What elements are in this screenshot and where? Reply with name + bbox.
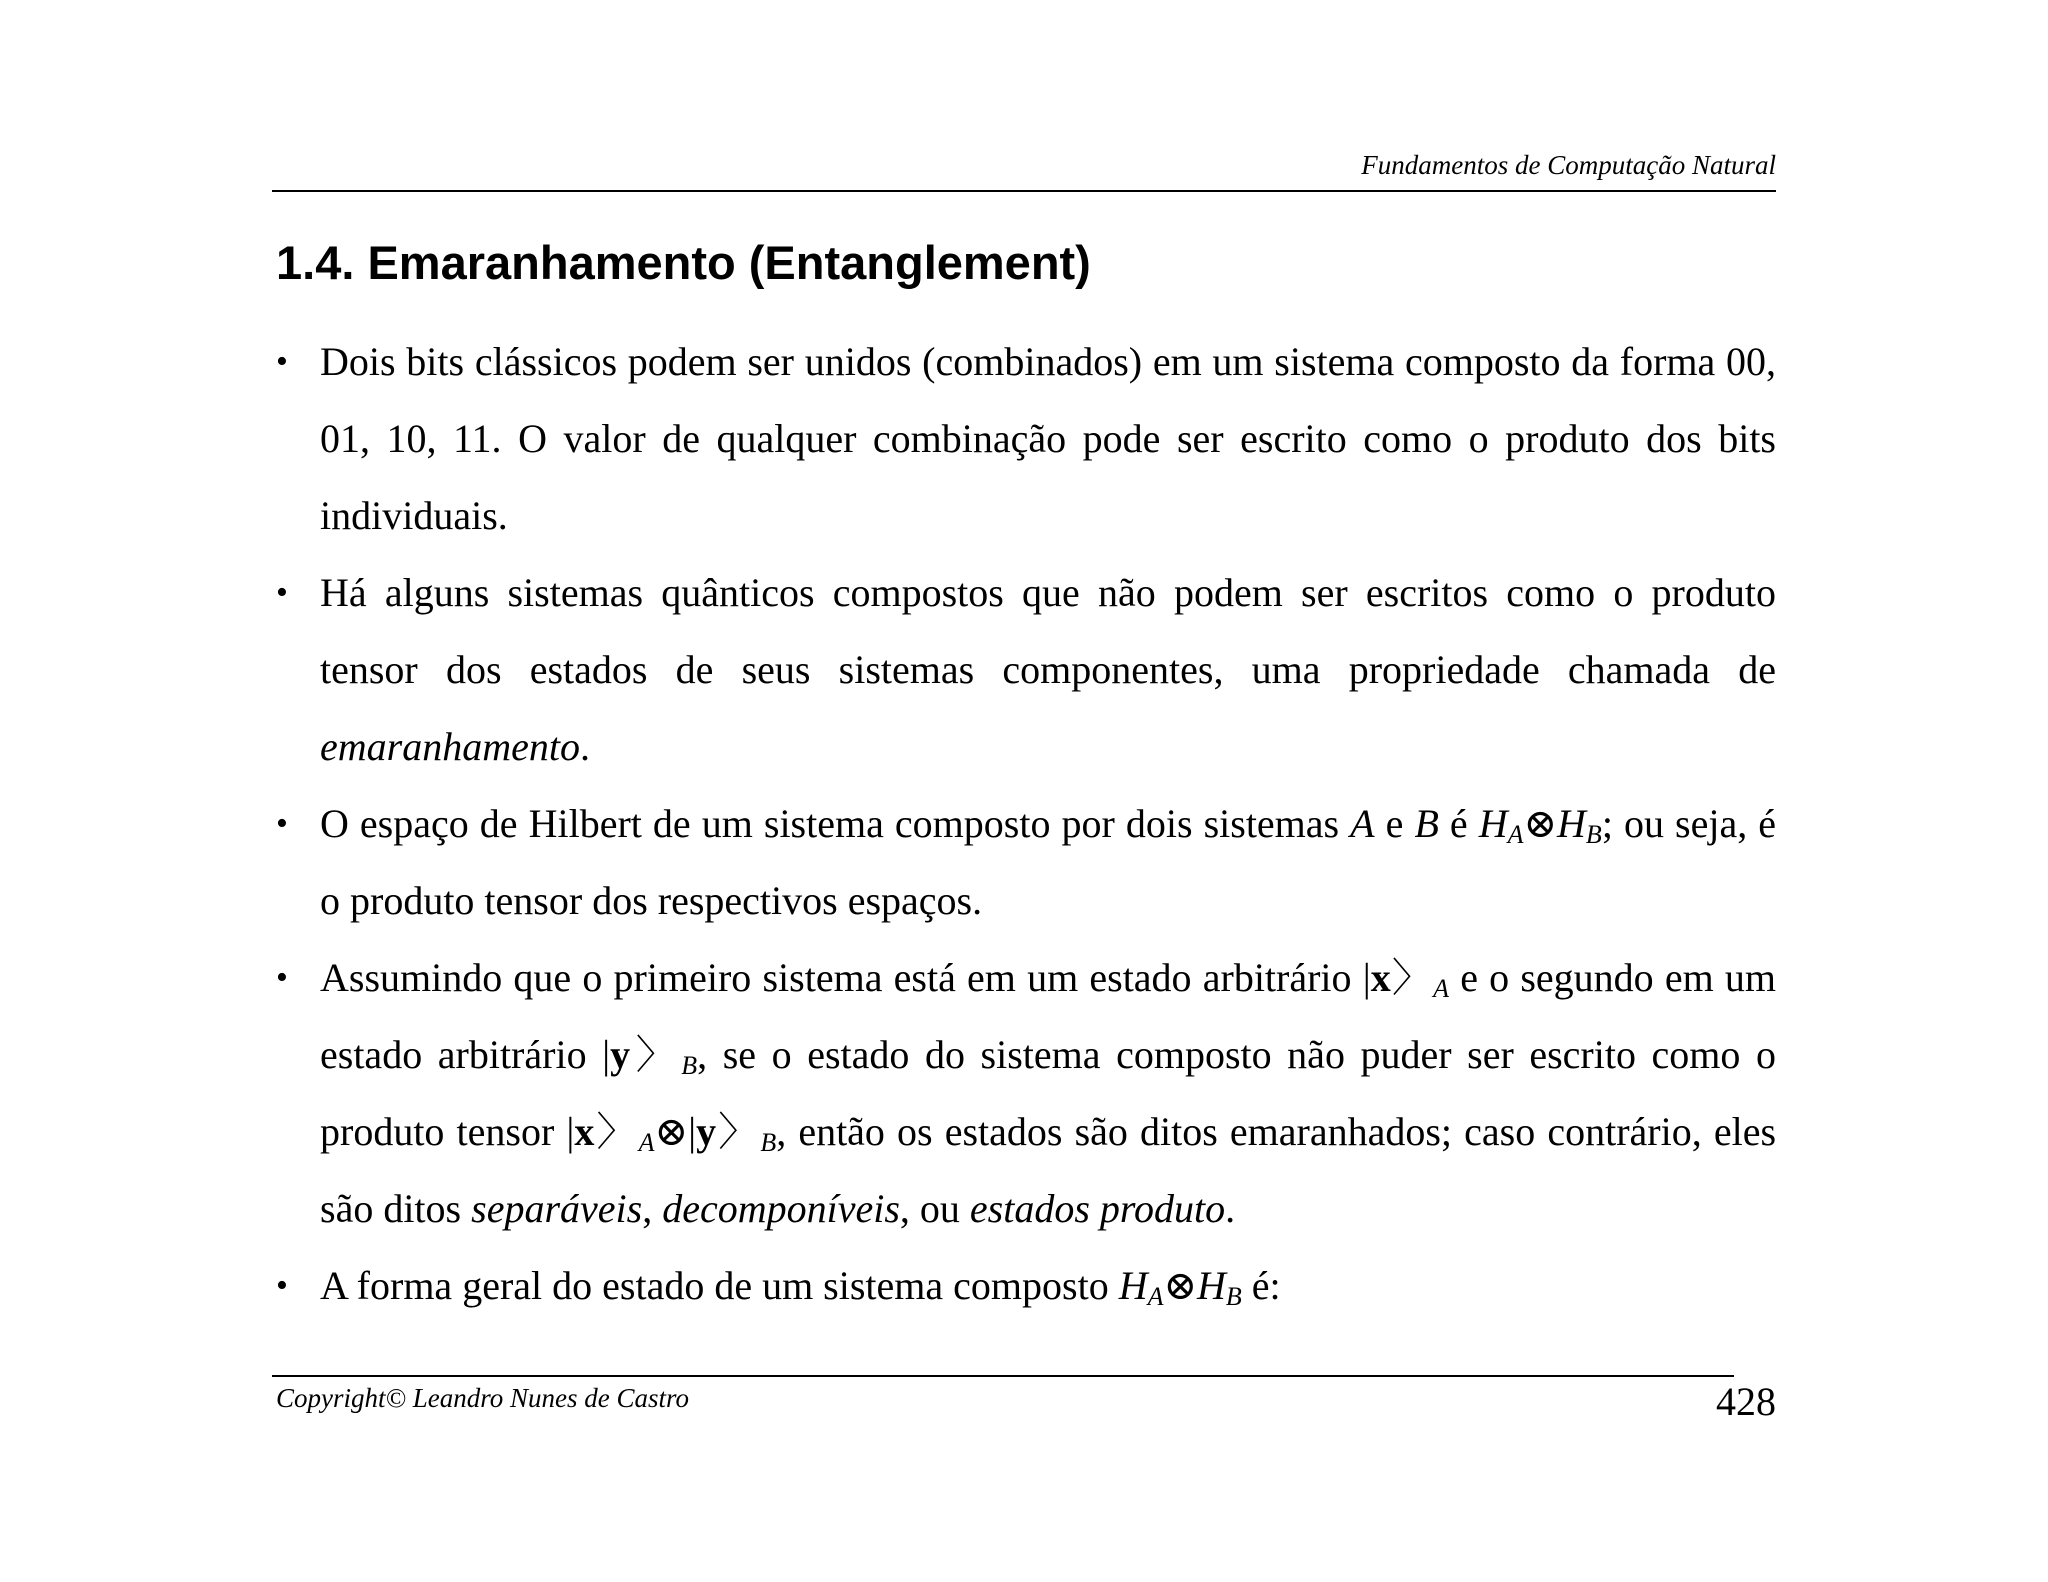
bullet-item	[276, 554, 1776, 785]
math-subscript: B	[1225, 1282, 1242, 1311]
running-header: Fundamentos de Computação Natural	[1361, 150, 1776, 180]
tensor-symbol: ⊗	[1523, 801, 1558, 846]
bullet-text: .	[579, 724, 590, 769]
bullet-text: ,	[642, 1186, 663, 1231]
bullet-item	[276, 939, 1776, 1247]
bullet-item	[276, 323, 1776, 554]
bullet-dot-icon: •	[276, 959, 288, 996]
bullet-text: .	[1225, 1186, 1236, 1231]
tensor-symbol: ⊗	[654, 1109, 689, 1154]
bullet-item	[276, 1247, 1776, 1324]
bullet-text: O espaço de Hilbert de um sistema composto por dois sistemas	[320, 801, 1351, 846]
math-var: A	[1350, 801, 1375, 846]
ket-x: x	[574, 1109, 595, 1154]
rangle-symbol: 〉	[716, 1109, 761, 1154]
math-subscript: A	[1147, 1282, 1164, 1311]
bullet-text: é	[1438, 801, 1479, 846]
rangle-symbol: 〉	[1390, 955, 1434, 1000]
bullet-text: |	[688, 1109, 697, 1154]
tensor-symbol: ⊗	[1163, 1263, 1198, 1308]
section-title: 1.4. Emaranhamento (Entanglement)	[276, 236, 1091, 289]
bullet-dot-icon: •	[276, 805, 288, 842]
bullet-list	[276, 323, 1776, 1324]
bullet-text: Dois bits clássicos podem ser unidos (combinados) em um sistema composto da forma 00, 01, 10, 11. O valor de qualquer combinação pode ser escrito como o produto dos bits individuais.	[320, 339, 1776, 538]
ket-x: x	[1370, 955, 1391, 1000]
bullet-text: , se o estado do sistema composto não puder ser escrito como o produto tensor |	[320, 1032, 1776, 1154]
bullet-text: Há alguns sistemas quânticos compostos que não podem ser escritos como o produto tensor dos estados de seus sistemas componentes, uma propriedade chamada de	[320, 570, 1776, 692]
math-var: B	[1414, 801, 1439, 846]
bullet-dot-icon: •	[276, 343, 288, 380]
emphasis-term: emaranhamento	[320, 724, 580, 769]
emphasis-term: estados produto	[969, 1186, 1226, 1231]
emphasis-term: separáveis	[471, 1186, 643, 1231]
ket-y: y	[696, 1109, 717, 1154]
math-subscript: B	[681, 1051, 698, 1080]
bullet-text: é:	[1241, 1263, 1281, 1308]
bullet-text: ; ou seja, é o produto tensor dos respectivos espaços.	[320, 801, 1776, 923]
bullet-text: e	[1374, 801, 1415, 846]
math-var: H	[1557, 801, 1586, 846]
bullet-text: , então os estados são ditos emaranhados; caso contrário, eles são ditos	[320, 1109, 1777, 1231]
bullet-item	[276, 785, 1776, 939]
bullet-text: A forma geral do estado de um sistema composto	[320, 1263, 1119, 1308]
bullet-text: Assumindo que o primeiro sistema está em um estado arbitrário |	[320, 955, 1371, 1000]
bullet-dot-icon: •	[276, 1267, 288, 1304]
bullet-dot-icon: •	[276, 574, 288, 611]
math-subscript: B	[1585, 820, 1602, 849]
rangle-symbol: 〉	[630, 1032, 682, 1077]
math-subscript: B	[760, 1128, 777, 1157]
page-number: 428	[1716, 1379, 1776, 1424]
math-subscript: A	[638, 1128, 655, 1157]
ket-y: y	[610, 1032, 631, 1077]
math-var: H	[1118, 1263, 1148, 1308]
footer-copyright: Copyright© Leandro Nunes de Castro	[276, 1383, 690, 1413]
math-subscript: A	[1507, 820, 1524, 849]
math-var: H	[1197, 1263, 1226, 1308]
math-subscript: A	[1433, 974, 1450, 1003]
bullet-text: , ou	[899, 1186, 970, 1231]
bullet-text: e o segundo em um estado arbitrário |	[320, 955, 1776, 1077]
emphasis-term: decomponíveis	[662, 1186, 900, 1231]
math-var: H	[1478, 801, 1508, 846]
footer-rule	[272, 1375, 1734, 1377]
rangle-symbol: 〉	[594, 1109, 639, 1154]
header-rule	[272, 190, 1776, 192]
